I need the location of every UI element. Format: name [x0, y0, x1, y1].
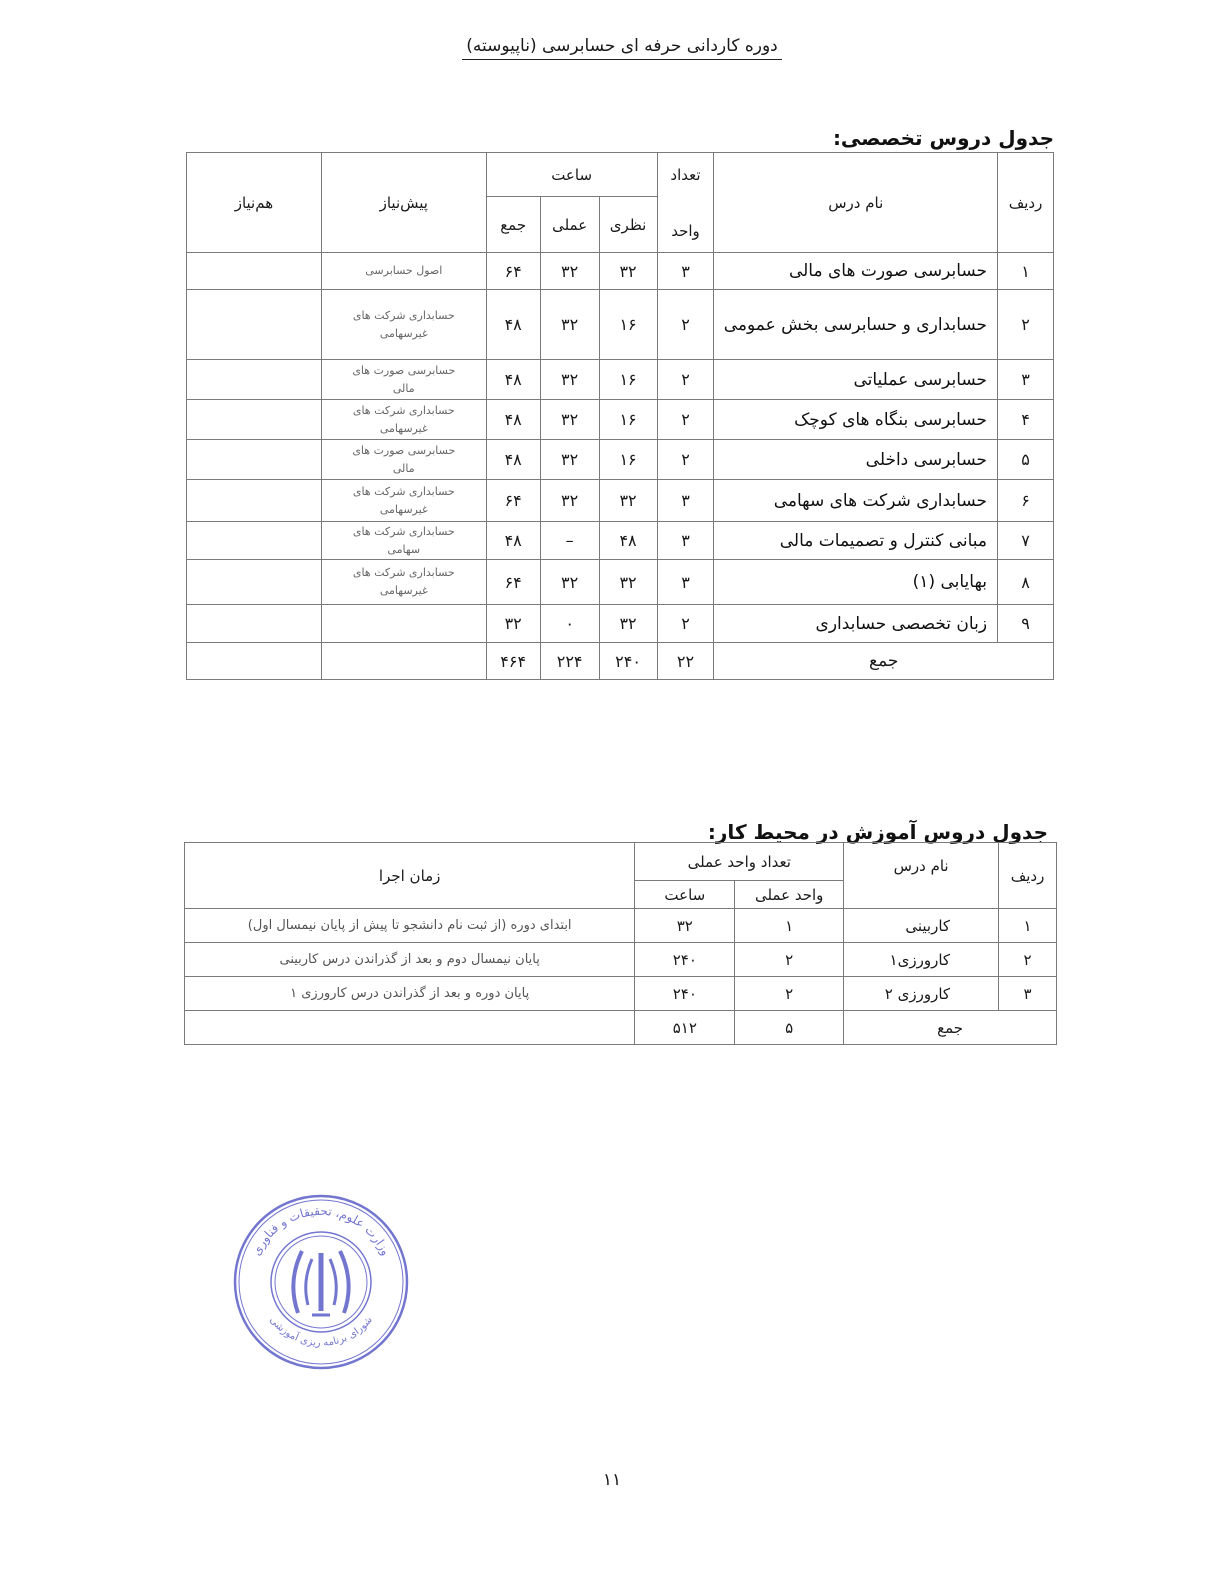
specialized-courses-table: [186, 152, 1054, 680]
row-number: ۵: [998, 440, 1054, 480]
header-sum: جمع: [486, 197, 540, 253]
header-hours: ساعت: [635, 881, 735, 909]
course-name: حسابرسی صورت های مالی: [714, 253, 998, 290]
corequisite: [187, 560, 322, 605]
total-hours: ۴۸: [486, 400, 540, 440]
table-row: [187, 253, 1054, 290]
prerequisite: حسابداری شرکت های غیرسهامی: [321, 480, 486, 522]
theory-hours: ۱۶: [599, 440, 657, 480]
corequisite: [187, 290, 322, 360]
units: ۳: [657, 253, 714, 290]
row-number: ۴: [998, 400, 1054, 440]
practical-hours: ۳۲: [540, 290, 599, 360]
prerequisite: حسابداری شرکت های سهامی: [321, 522, 486, 560]
row-number: ۱: [999, 909, 1057, 943]
header-row-number: ردیف: [998, 153, 1054, 253]
course-name: زبان تخصصی حسابداری: [714, 605, 998, 643]
header-practical-count: تعداد واحد عملی: [635, 843, 844, 881]
course-name: حسابداری شرکت های سهامی: [714, 480, 998, 522]
course-name: کارورزی ۲: [844, 977, 999, 1011]
practical-units: ۲: [735, 943, 844, 977]
table-row: [187, 560, 1054, 605]
corequisite: [187, 522, 322, 560]
row-number: ۸: [998, 560, 1054, 605]
table-row: [187, 360, 1054, 400]
practical-hours: ۳۲: [540, 440, 599, 480]
total-label: جمع: [714, 643, 1054, 680]
theory-hours: ۳۲: [599, 605, 657, 643]
course-name: بهایابی (۱): [714, 560, 998, 605]
total-hours: ۶۴: [486, 560, 540, 605]
execution-time: پایان دوره و بعد از گذراندن درس کارورزی ۱: [185, 977, 635, 1011]
practical-hours: ۳۲: [540, 480, 599, 522]
practical-hours: ۳۲: [540, 400, 599, 440]
practical-hours: ۳۲: [540, 253, 599, 290]
header-hours: ساعت: [486, 153, 657, 197]
row-number: ۱: [998, 253, 1054, 290]
execution-time: پایان نیمسال دوم و بعد از گذراندن درس کاربینی: [185, 943, 635, 977]
total-hours: ۵۱۲: [635, 1011, 735, 1045]
course-name: کارورزی۱: [844, 943, 999, 977]
total-hours: ۶۴: [486, 480, 540, 522]
hours: ۲۴۰: [635, 977, 735, 1011]
practical-hours: –: [540, 522, 599, 560]
page-title: [0, 36, 1224, 56]
course-name: حسابرسی بنگاه های کوچک: [714, 400, 998, 440]
course-name: مبانی کنترل و تصمیمات مالی: [714, 522, 998, 560]
specialized-total-row: [187, 643, 1054, 680]
practical-units: ۱: [735, 909, 844, 943]
total-units: ۵: [735, 1011, 844, 1045]
header-units-line1: تعداد: [670, 165, 701, 184]
units: ۳: [657, 480, 714, 522]
prerequisite: حسابداری شرکت های غیرسهامی: [321, 290, 486, 360]
course-name: حسابرسی داخلی: [714, 440, 998, 480]
header-row-number: ردیف: [999, 843, 1057, 909]
row-number: ۳: [998, 360, 1054, 400]
table-row: [187, 440, 1054, 480]
page-title-text: دوره کاردانی حرفه ای حسابرسی (ناپیوسته): [462, 36, 781, 60]
course-name: حسابرسی عملیاتی: [714, 360, 998, 400]
ministry-seal-stamp: [232, 1193, 410, 1371]
prerequisite: حسابرسی صورت های مالی: [321, 360, 486, 400]
units: ۲: [657, 440, 714, 480]
total-units: ۲۲: [657, 643, 714, 680]
units: ۲: [657, 400, 714, 440]
theory-hours: ۱۶: [599, 290, 657, 360]
total-hours: ۴۸: [486, 440, 540, 480]
row-number: ۲: [998, 290, 1054, 360]
header-course-name: نام درس: [714, 153, 998, 253]
prerequisite: حسابداری شرکت های غیرسهامی: [321, 400, 486, 440]
table-row: [185, 943, 1057, 977]
total-sum: ۴۶۴: [486, 643, 540, 680]
total-hours: ۶۴: [486, 253, 540, 290]
total-hours: ۴۸: [486, 360, 540, 400]
corequisite: [187, 253, 322, 290]
table-row: [187, 400, 1054, 440]
hours: ۲۴۰: [635, 943, 735, 977]
total-practical: ۲۲۴: [540, 643, 599, 680]
header-execution-time: زمان اجرا: [185, 843, 635, 909]
total-label: جمع: [844, 1011, 1057, 1045]
total-hours: ۴۸: [486, 522, 540, 560]
table-row: [185, 909, 1057, 943]
theory-hours: ۱۶: [599, 400, 657, 440]
row-number: ۳: [999, 977, 1057, 1011]
theory-hours: ۳۲: [599, 560, 657, 605]
table-row: [187, 605, 1054, 643]
units: ۳: [657, 560, 714, 605]
page-number: ۱۱: [602, 1470, 622, 1490]
course-name: کاربینی: [844, 909, 999, 943]
header-course-name: نام درس: [844, 843, 999, 909]
hours: ۳۲: [635, 909, 735, 943]
header-theory: نظری: [599, 197, 657, 253]
prerequisite: حسابداری شرکت های غیرسهامی: [321, 560, 486, 605]
header-units-line2: واحد: [671, 221, 700, 240]
total-theory: ۲۴۰: [599, 643, 657, 680]
total-hours: ۳۲: [486, 605, 540, 643]
corequisite: [187, 400, 322, 440]
practical-hours: ۳۲: [540, 560, 599, 605]
units: ۳: [657, 522, 714, 560]
prerequisite: حسابرسی صورت های مالی: [321, 440, 486, 480]
row-number: ۲: [999, 943, 1057, 977]
practical-units: ۲: [735, 977, 844, 1011]
units: ۲: [657, 605, 714, 643]
practical-hours: ۳۲: [540, 360, 599, 400]
table-row: [187, 522, 1054, 560]
seal-text-top: وزارت علوم، تحقیقات و فناوری: [249, 1203, 393, 1258]
table-row: [187, 290, 1054, 360]
theory-hours: ۳۲: [599, 480, 657, 522]
seal-text-bottom: شورای برنامه ریزی آموزشی: [267, 1314, 375, 1349]
workplace-courses-table: [184, 842, 1057, 1045]
prerequisite: [321, 605, 486, 643]
workplace-total-row: [185, 1011, 1057, 1045]
total-hours: ۴۸: [486, 290, 540, 360]
header-units: [657, 153, 714, 253]
practical-hours: ۰: [540, 605, 599, 643]
row-number: ۹: [998, 605, 1054, 643]
corequisite: [187, 360, 322, 400]
specialized-table-title: جدول دروس تخصصی:: [832, 126, 1054, 150]
corequisite: [187, 480, 322, 522]
workplace-table-title: جدول دروس آموزش در محیط کار:: [707, 820, 1048, 844]
total-execution-time: [185, 1011, 635, 1045]
course-name: حسابداری و حسابرسی بخش عمومی: [714, 290, 998, 360]
corequisite: [187, 440, 322, 480]
header-practical-units: واحد عملی: [735, 881, 844, 909]
theory-hours: ۴۸: [599, 522, 657, 560]
header-practical: عملی: [540, 197, 599, 253]
row-number: ۶: [998, 480, 1054, 522]
table-row: [187, 480, 1054, 522]
table-row: [185, 977, 1057, 1011]
row-number: ۷: [998, 522, 1054, 560]
header-prerequisite: پیش‌نیاز: [321, 153, 486, 253]
theory-hours: ۱۶: [599, 360, 657, 400]
header-corequisite: هم‌نیاز: [187, 153, 322, 253]
theory-hours: ۳۲: [599, 253, 657, 290]
units: ۲: [657, 290, 714, 360]
units: ۲: [657, 360, 714, 400]
total-corequisite: [187, 643, 322, 680]
corequisite: [187, 605, 322, 643]
total-prerequisite: [321, 643, 486, 680]
prerequisite: اصول حسابرسی: [321, 253, 486, 290]
execution-time: ابتدای دوره (از ثبت نام دانشجو تا پیش از پایان نیمسال اول): [185, 909, 635, 943]
